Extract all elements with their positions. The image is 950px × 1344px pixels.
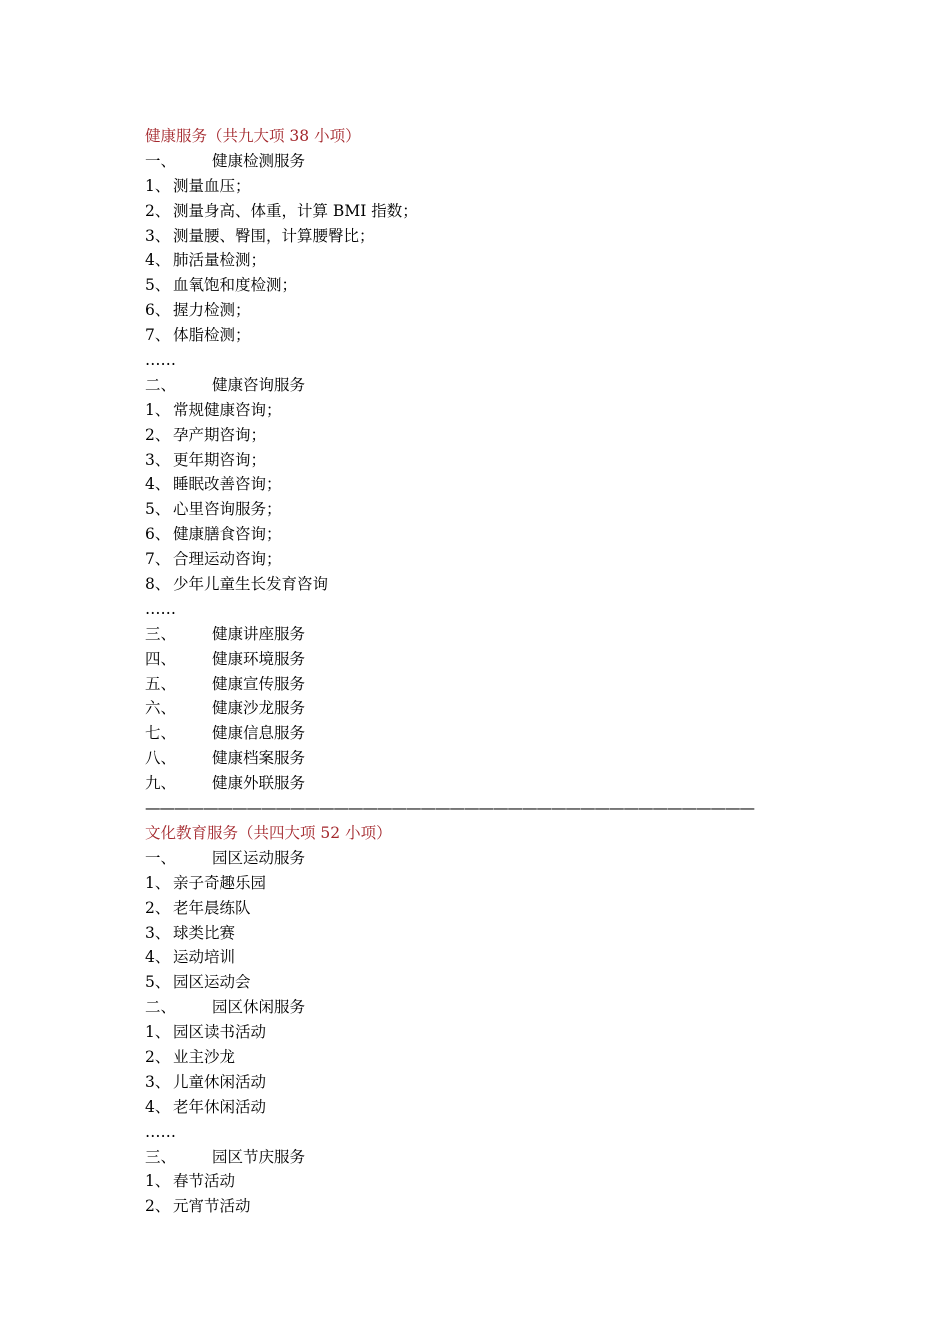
item-number: 3、: [145, 450, 171, 469]
list-item: [145, 970, 845, 995]
section-heading: [145, 622, 845, 647]
list-item: [145, 1045, 845, 1070]
item-number: 3、: [145, 923, 171, 942]
item-label: 园区读书活动: [173, 1023, 267, 1042]
list-item: [145, 199, 845, 224]
item-number: 2、: [145, 1047, 171, 1066]
section-number: 九、: [145, 774, 177, 793]
list-item: [145, 522, 845, 547]
item-label: 睡眠改善咨询；: [173, 475, 282, 494]
item-label: 老年晨练队: [173, 898, 251, 917]
item-label: 儿童休闲活动: [173, 1072, 267, 1091]
section-label: 健康环境服务: [212, 649, 306, 668]
section-label: 健康外联服务: [212, 774, 306, 793]
section-label: 健康档案服务: [212, 749, 306, 768]
item-number: 7、: [145, 550, 171, 569]
section-number: 七、: [145, 724, 177, 743]
item-label: 少年儿童生长发育咨询: [173, 575, 329, 594]
item-label: 测量身高、体重，计算 BMI 指数；: [173, 201, 418, 220]
list-item: [145, 1095, 845, 1120]
list-item: [145, 945, 845, 970]
section-heading: [145, 696, 845, 721]
section-heading: [145, 746, 845, 771]
list-item: [145, 472, 845, 497]
section-label: 健康沙龙服务: [212, 699, 306, 718]
item-number: 6、: [145, 301, 171, 320]
list-item: [145, 323, 845, 348]
section-label: 健康咨询服务: [212, 375, 306, 394]
item-number: 5、: [145, 973, 171, 992]
item-number: 2、: [145, 201, 171, 220]
section-heading: [145, 846, 845, 871]
item-label: 握力检测；: [173, 301, 251, 320]
item-label: 春节活动: [173, 1172, 236, 1191]
section-heading: [145, 995, 845, 1020]
list-item: [145, 423, 845, 448]
item-label: 测量血压；: [173, 176, 251, 195]
list-item: [145, 896, 845, 921]
section-heading: [145, 149, 845, 174]
list-item: [145, 1194, 845, 1219]
section-label: 园区运动服务: [212, 848, 306, 867]
item-label: 肺活量检测；: [173, 251, 267, 270]
section-number: 六、: [145, 699, 177, 718]
section-number: 一、: [145, 151, 177, 170]
item-label: 园区运动会: [173, 973, 251, 992]
list-item: [145, 448, 845, 473]
item-number: 4、: [145, 475, 171, 494]
section-number: 二、: [145, 998, 177, 1017]
item-number: 2、: [145, 425, 171, 444]
item-number: 5、: [145, 500, 171, 519]
item-label: 孕产期咨询；: [173, 425, 267, 444]
section-label: 健康信息服务: [212, 724, 306, 743]
ellipsis: ……: [145, 599, 176, 618]
item-number: 2、: [145, 898, 171, 917]
section-heading: [145, 721, 845, 746]
item-number: 4、: [145, 251, 171, 270]
category-title: 健康服务（共九大项 38 小项）: [145, 127, 361, 145]
item-label: 运动培训: [173, 948, 236, 967]
item-label: 健康膳食咨询；: [173, 525, 282, 544]
item-label: 业主沙龙: [173, 1047, 236, 1066]
section-heading: [145, 771, 845, 796]
ellipsis: ……: [145, 351, 176, 370]
item-number: 3、: [145, 226, 171, 245]
section-heading: [145, 1145, 845, 1170]
list-item: [145, 248, 845, 273]
list-item: [145, 398, 845, 423]
section-heading: [145, 647, 845, 672]
list-item: [145, 871, 845, 896]
list-item: [145, 298, 845, 323]
section-divider: ——————————————————————————————————————————: [145, 799, 754, 818]
item-label: 血氧饱和度检测；: [173, 276, 298, 295]
section-heading: [145, 672, 845, 697]
section-heading: [145, 373, 845, 398]
item-label: 元宵节活动: [173, 1197, 251, 1216]
item-number: 4、: [145, 1097, 171, 1116]
section-number: 一、: [145, 848, 177, 867]
section-label: 健康讲座服务: [212, 624, 306, 643]
list-item: [145, 174, 845, 199]
item-label: 体脂检测；: [173, 326, 251, 345]
list-item: [145, 1020, 845, 1045]
section-label: 园区节庆服务: [212, 1147, 306, 1166]
item-label: 球类比赛: [173, 923, 236, 942]
list-item: [145, 1070, 845, 1095]
section-number: 八、: [145, 749, 177, 768]
item-number: 1、: [145, 873, 171, 892]
item-label: 常规健康咨询；: [173, 400, 282, 419]
item-number: 6、: [145, 525, 171, 544]
section-label: 健康检测服务: [212, 151, 306, 170]
item-label: 更年期咨询；: [173, 450, 267, 469]
section-number: 三、: [145, 624, 177, 643]
item-number: 8、: [145, 575, 171, 594]
item-number: 1、: [145, 1172, 171, 1191]
list-item: [145, 572, 845, 597]
section-label: 健康宣传服务: [212, 674, 306, 693]
item-number: 3、: [145, 1072, 171, 1091]
section-number: 四、: [145, 649, 177, 668]
item-number: 1、: [145, 1023, 171, 1042]
item-number: 1、: [145, 400, 171, 419]
list-item: [145, 1169, 845, 1194]
item-number: 2、: [145, 1197, 171, 1216]
section-number: 二、: [145, 375, 177, 394]
item-label: 测量腰、臀围，计算腰臀比；: [173, 226, 375, 245]
item-number: 1、: [145, 176, 171, 195]
item-label: 合理运动咨询；: [173, 550, 282, 569]
document-body: [145, 124, 845, 1219]
section-number: 三、: [145, 1147, 177, 1166]
item-number: 7、: [145, 326, 171, 345]
item-label: 心里咨询服务；: [173, 500, 282, 519]
category-title: 文化教育服务（共四大项 52 小项）: [145, 823, 392, 842]
list-item: [145, 224, 845, 249]
ellipsis: ……: [145, 1122, 176, 1141]
list-item: [145, 273, 845, 298]
item-label: 老年休闲活动: [173, 1097, 267, 1116]
section-label: 园区休闲服务: [212, 998, 306, 1017]
list-item: [145, 497, 845, 522]
list-item: [145, 921, 845, 946]
item-label: 亲子奇趣乐园: [173, 873, 267, 892]
item-number: 4、: [145, 948, 171, 967]
section-number: 五、: [145, 674, 177, 693]
item-number: 5、: [145, 276, 171, 295]
list-item: [145, 547, 845, 572]
